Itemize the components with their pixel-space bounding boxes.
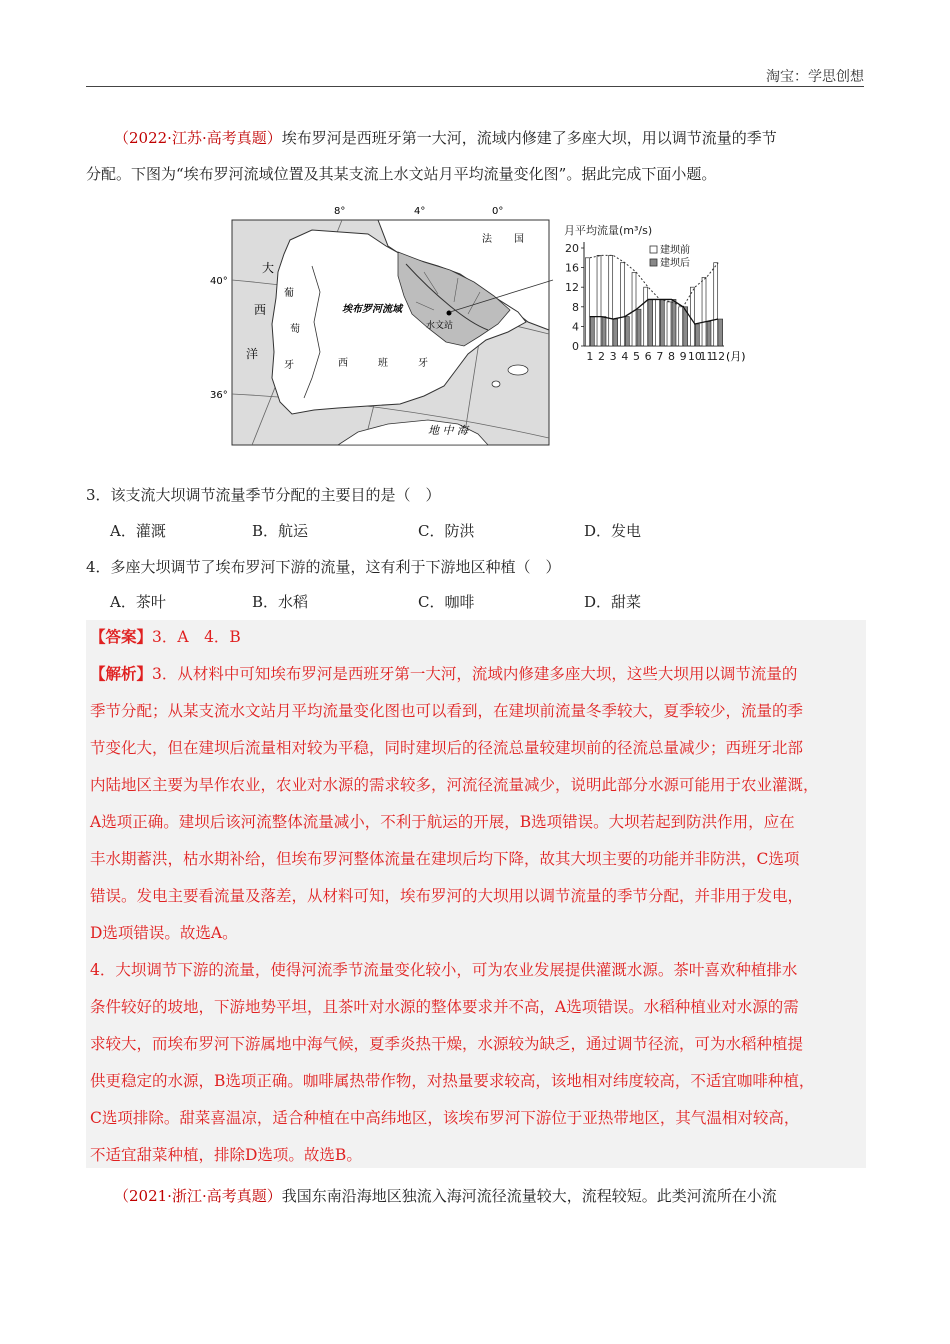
- analysis-line-2: 季节分配；从某支流水文站月平均流量变化图也可以看到，在建坝前流量冬季较大，夏季较少，流量的季: [90, 702, 804, 720]
- bar-before-dam: [609, 255, 613, 346]
- q3-option-a[interactable]: A．灌溉: [110, 522, 166, 540]
- answer-line: [90, 625, 241, 647]
- next-text: 我国东南沿海地区独流入海河流径流量较大，流程较短。此类河流所在小流: [281, 1187, 777, 1205]
- next-question: [86, 1178, 864, 1214]
- bar-before-dam: [585, 258, 589, 346]
- q3-option-d[interactable]: D．发电: [584, 522, 642, 540]
- lon-label-0: 0°: [492, 206, 504, 217]
- hydro-station-marker: [447, 311, 452, 316]
- bar-before-dam: [714, 263, 718, 346]
- y-tick-label: 8: [572, 300, 579, 314]
- analysis-line-7: 错误。发电主要看流量及落差，从材料可知，埃布罗河的大坝用以调节流量的季节分配，并非用于发电，: [90, 887, 804, 905]
- y-tick-label: 4: [572, 320, 579, 334]
- answer-label: 【答案】: [90, 627, 153, 646]
- station-label: 水文站: [426, 321, 454, 331]
- q4-option-b[interactable]: B．水稻: [252, 593, 309, 611]
- analysis-line-13: C选项排除。甜菜喜温凉，适合种植在中高纬地区，该埃布罗河下游位于亚热带地区，其气温相对较高，: [90, 1109, 800, 1127]
- bar-before-dam: [620, 263, 624, 346]
- x-axis-unit: (月): [726, 350, 746, 363]
- x-tick-label: 8: [668, 350, 675, 363]
- spain-label-1: 西: [338, 358, 348, 369]
- y-tick-label: 12: [565, 281, 579, 295]
- basin-label: 埃布罗河流域: [342, 304, 402, 315]
- sea-label: 地 中 海: [428, 424, 468, 437]
- ocean-label-2: 西: [254, 303, 267, 317]
- legend-swatch-before: [650, 246, 657, 253]
- q3-option-b[interactable]: B．航运: [252, 522, 309, 540]
- spain-label-2: 班: [378, 358, 388, 369]
- bar-after-dam: [695, 324, 699, 346]
- x-tick-label: 9: [679, 350, 687, 363]
- portugal-label-1: 葡: [284, 288, 294, 299]
- analysis-line-1: [90, 662, 797, 684]
- chart-title: 月平均流量(m³/s): [564, 224, 653, 237]
- ocean-label-3: 洋: [246, 347, 259, 361]
- x-tick-label: 12: [711, 350, 726, 363]
- analysis-line-8: D选项错误。故选A。: [90, 924, 238, 942]
- bar-after-dam: [719, 319, 723, 346]
- bar-before-dam: [597, 255, 601, 346]
- map-figure: [210, 202, 553, 447]
- portugal-label-2: 萄: [290, 324, 300, 335]
- q4-option-c[interactable]: C．咖啡: [418, 593, 475, 611]
- intro-line-1: [86, 120, 864, 156]
- france-label-2: 国: [514, 234, 524, 245]
- bar-after-dam: [660, 299, 664, 346]
- bar-after-dam: [707, 322, 711, 347]
- x-tick-label: 2: [598, 350, 605, 363]
- bar-before-dam: [655, 299, 659, 346]
- bar-before-dam: [644, 287, 648, 346]
- legend-swatch-after: [650, 259, 657, 266]
- bar-before-dam: [679, 307, 683, 346]
- bar-after-dam: [602, 317, 606, 346]
- intro-text-1: 埃布罗河是西班牙第一大河，流域内修建了多座大坝，用以调节流量的季节: [281, 129, 777, 147]
- bar-after-dam: [614, 319, 618, 346]
- lat-label-36: 36°: [210, 390, 228, 401]
- answer-text: 3．A 4．B: [152, 628, 241, 646]
- analysis-line-10: 条件较好的坡地，下游地势平坦，且茶叶对水源的整体要求并不高，A选项错误。水稻种植业对水源的需: [90, 998, 799, 1016]
- x-tick-label: 7: [656, 350, 664, 363]
- analysis-line-12: 供更稳定的水源，B选项正确。咖啡属热带作物，对热量要求较高，该地相对纬度较高，不适宜咖啡种植，: [90, 1072, 815, 1090]
- analysis-line-5: A选项正确。建坝后该河流整体流量减小，不利于航运的开展，B选项错误。大坝若起到防洪作用，应在: [90, 813, 795, 831]
- ibiza: [492, 381, 500, 387]
- lon-label-8: 8°: [334, 206, 346, 217]
- analysis-line-11: 求较大，而埃布罗河下游属地中海气候，夏季炎热干燥，水源较为缺乏，通过调节径流，可为水稻种植提: [90, 1035, 804, 1053]
- x-tick-label: 11: [699, 350, 714, 363]
- ocean-label-1: 大: [262, 261, 275, 275]
- header-rule: [86, 86, 864, 87]
- x-tick-label: 3: [609, 350, 617, 363]
- spain-label-3: 牙: [418, 358, 428, 369]
- q3-stem: 3．该支流大坝调节流量季节分配的主要目的是（ ）: [86, 486, 441, 504]
- lat-label-40: 40°: [210, 276, 228, 287]
- analysis-line-14: 不适宜甜菜种植，排除D选项。故选B。: [90, 1146, 362, 1164]
- bar-before-dam: [702, 277, 706, 346]
- source-tag: （2022·江苏·高考真题）: [114, 129, 282, 147]
- bar-after-dam: [672, 299, 676, 346]
- y-tick-label: 20: [565, 242, 579, 255]
- x-tick-label: 6: [644, 350, 652, 363]
- x-tick-label: 1: [586, 350, 594, 363]
- q4-option-a[interactable]: A．茶叶: [110, 593, 166, 611]
- x-tick-label: 4: [621, 350, 629, 363]
- analysis-line-4: 内陆地区主要为旱作农业，农业对水源的需求较多，河流径流量减少，说明此部分水源可能用于农业灌溉，: [90, 776, 819, 794]
- intro-line-2: 分配。下图为“埃布罗河流域位置及其某支流上水文站月平均流量变化图”。据此完成下面小题。: [86, 165, 717, 183]
- chart-bars: [585, 255, 722, 346]
- header-brand: 淘宝：学思创想: [766, 69, 864, 85]
- bar-after-dam: [590, 317, 594, 346]
- analysis-line-6: 丰水期蓄洪，枯水期补给，但埃布罗河整体流量在建坝后均下降，故其大坝主要的功能并非防洪，C选项: [90, 850, 800, 868]
- analysis-text-1: 3．从材料中可知埃布罗河是西班牙第一大河，流域内修建多座大坝，这些大坝用以调节流量的: [152, 665, 798, 683]
- bar-after-dam: [649, 299, 653, 346]
- y-tick-label: 16: [565, 261, 579, 275]
- flow-chart: [560, 220, 770, 370]
- portugal-label-3: 牙: [284, 360, 294, 371]
- analysis-line-3: 节变化大，但在建坝后流量相对较为平稳，同时建坝后的径流总量较建坝前的径流总量减少；西班牙北部: [90, 739, 804, 757]
- q4-option-d[interactable]: D．甜菜: [584, 593, 642, 611]
- mallorca: [508, 365, 528, 375]
- bar-before-dam: [667, 302, 671, 346]
- lon-label-4: 4°: [414, 206, 426, 217]
- y-tick-label: 0: [572, 340, 579, 353]
- question-intro: [86, 120, 864, 192]
- x-tick-label: 10: [687, 350, 702, 363]
- x-tick-label: 5: [633, 350, 640, 363]
- bar-after-dam: [625, 317, 629, 346]
- next-source-tag: （2021·浙江·高考真题）: [114, 1187, 282, 1205]
- q4-stem: 4．多座大坝调节了埃布罗河下游的流量，这有利于下游地区种植（ ）: [86, 558, 561, 576]
- legend-label-after: 建坝后: [660, 258, 690, 269]
- analysis-label: 【解析】: [90, 664, 153, 683]
- analysis-line-9: 4．大坝调节下游的流量，使得河流季节流量变化较小，可为农业发展提供灌溉水源。茶叶喜欢种植排水: [90, 961, 798, 979]
- france-label-1: 法: [482, 234, 492, 245]
- legend-label-before: 建坝前: [660, 245, 690, 256]
- q3-option-c[interactable]: C．防洪: [418, 522, 475, 540]
- legend: [650, 243, 690, 269]
- bar-after-dam: [637, 309, 641, 346]
- bar-before-dam: [690, 287, 694, 346]
